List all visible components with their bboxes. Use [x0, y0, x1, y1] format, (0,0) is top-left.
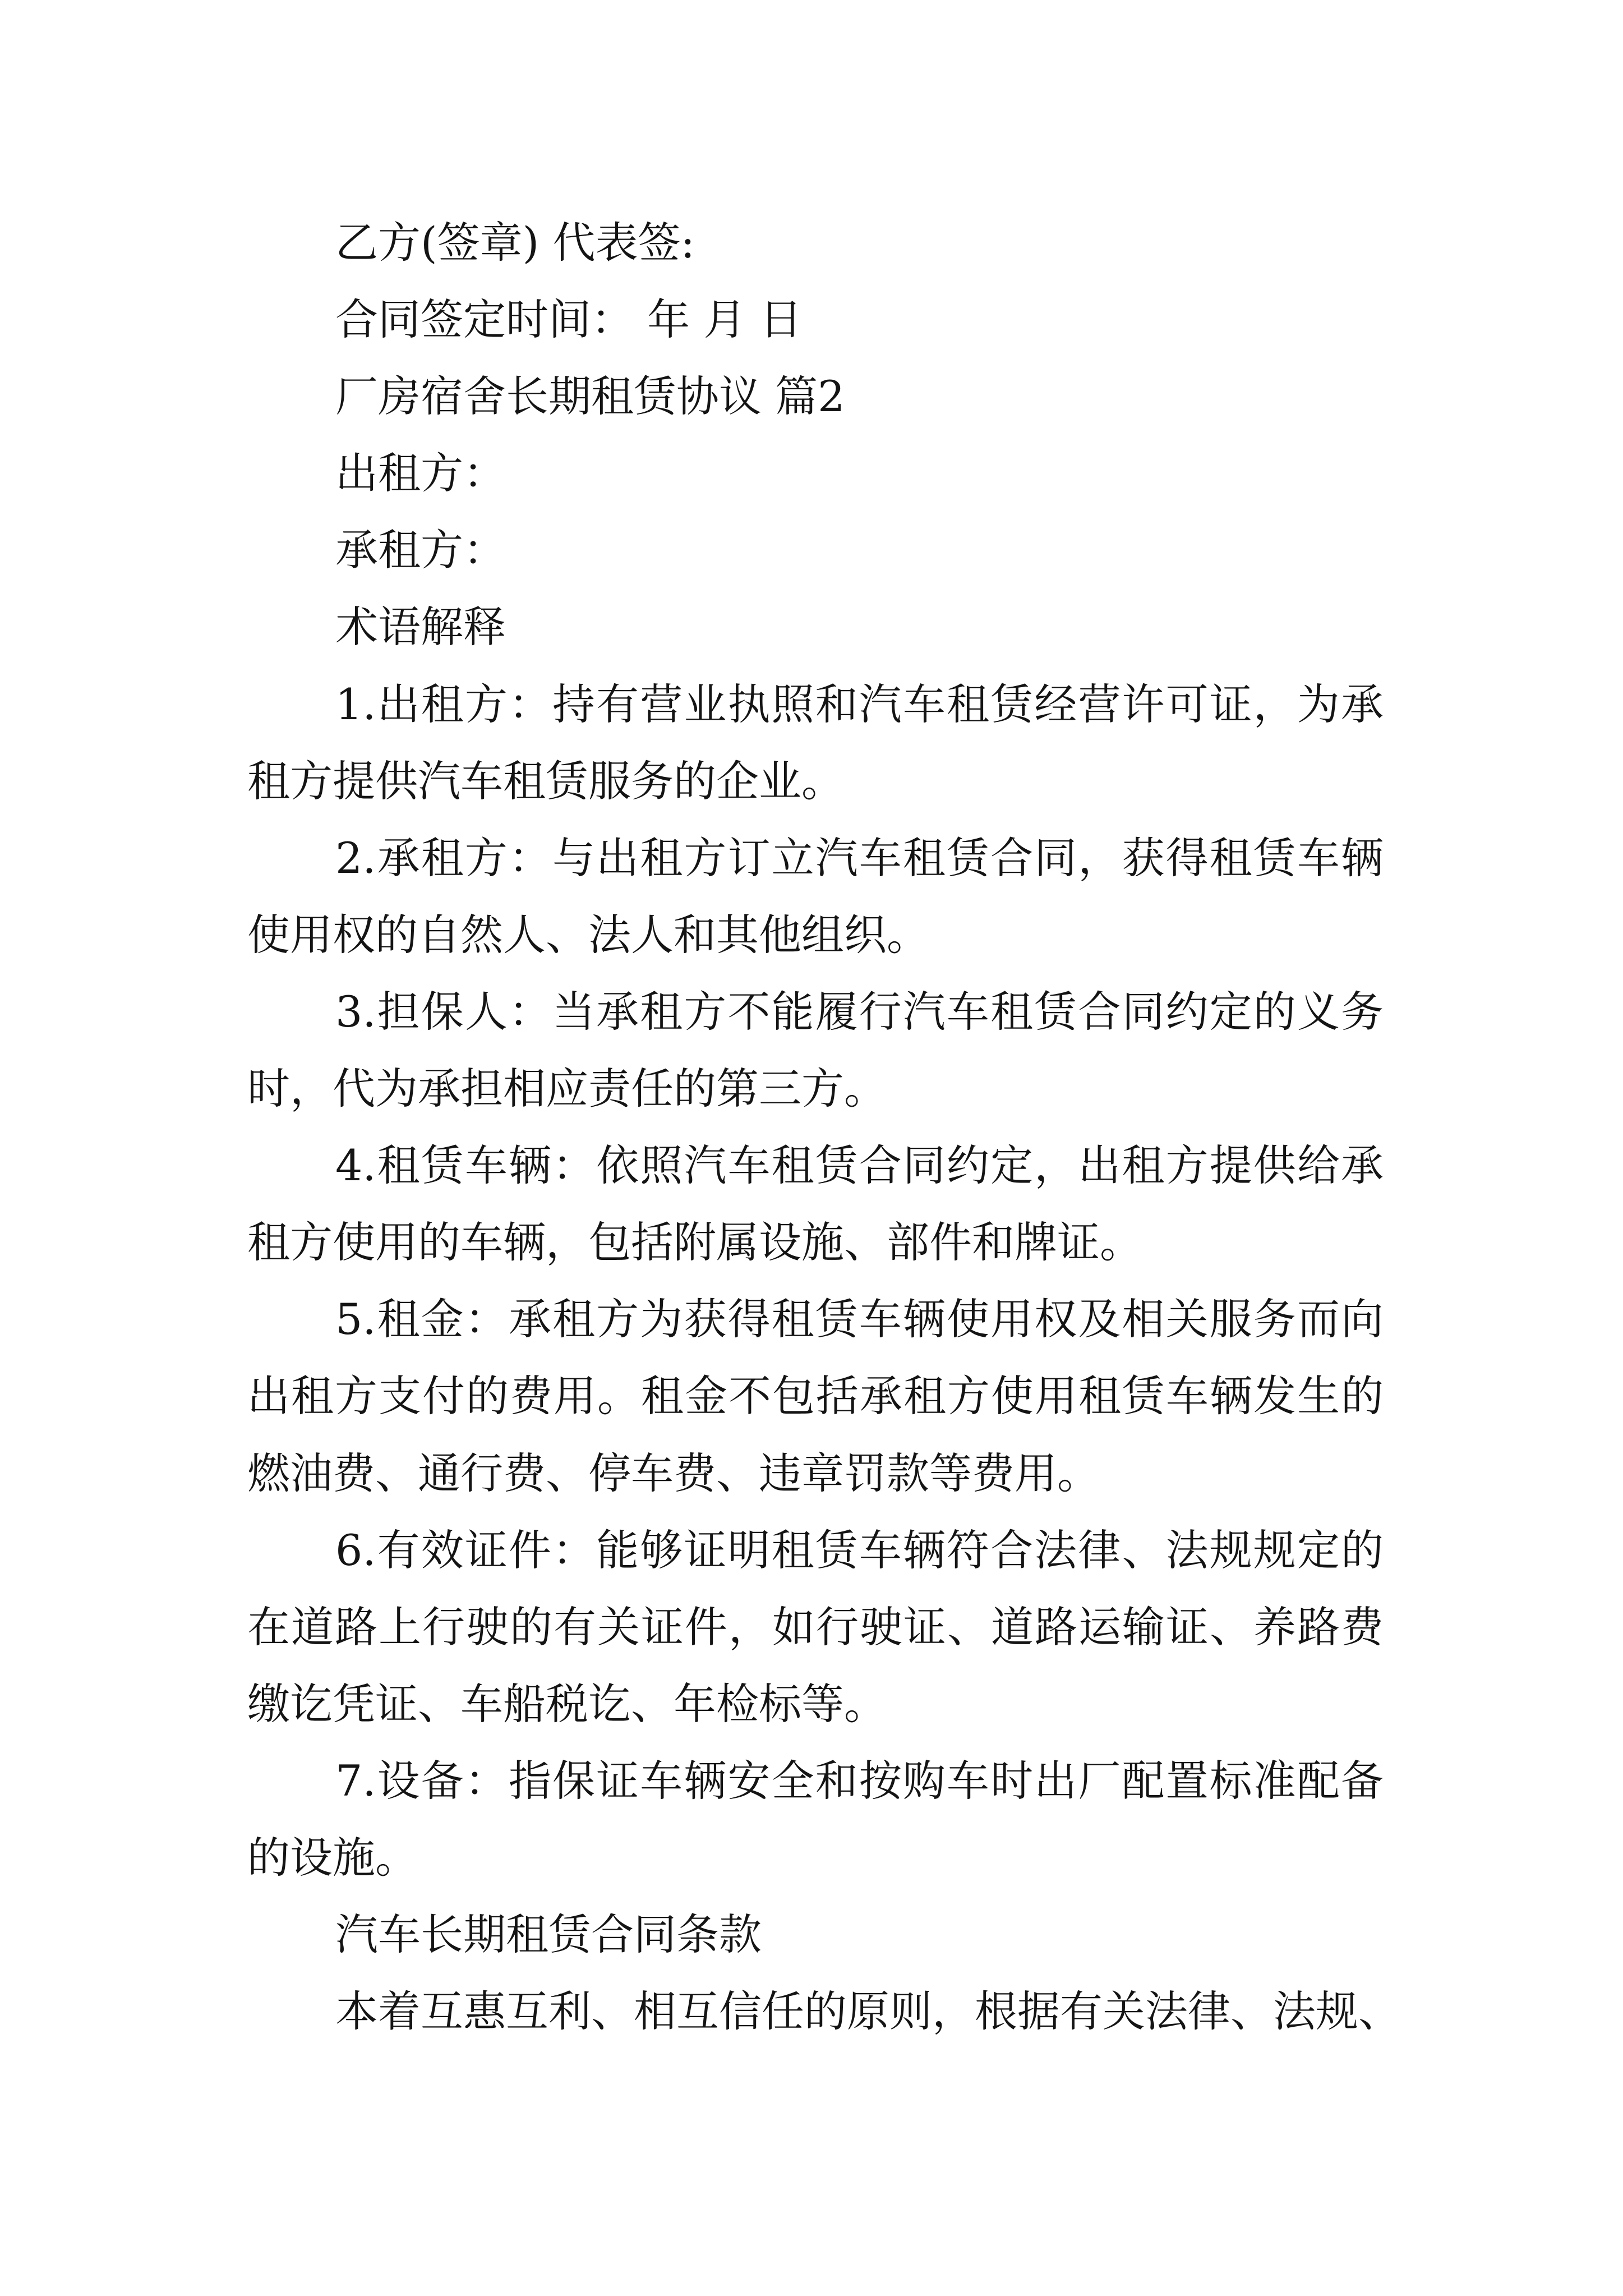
text-line: 1.出租方：持有营业执照和汽车租赁经营许可证，为承: [335, 679, 1384, 729]
paragraph: [247, 1281, 1384, 1511]
paragraph: [247, 1742, 1384, 1896]
text-line: 4.租赁车辆：依照汽车租赁合同约定，出租方提供给承: [335, 1140, 1384, 1191]
text-line: 3.担保人：当承租方不能履行汽车租赁合同约定的义务: [335, 986, 1384, 1037]
signature-line: [247, 204, 1384, 281]
paragraph: [247, 973, 1384, 1127]
text-line: 合同签定时间： 年 月 日: [335, 295, 803, 345]
paragraph: [247, 820, 1384, 973]
text-line: 租方提供汽车租赁服务的企业。: [247, 756, 844, 806]
paragraph: [247, 1127, 1384, 1281]
contract-terms-heading: [247, 1896, 1384, 1973]
paragraph: [247, 1512, 1384, 1742]
text-line: 出租方支付的费用。租金不包括承租方使用租赁车辆发生的: [247, 1371, 1384, 1421]
text-line: 承租方：: [335, 525, 506, 576]
text-line: 出租方：: [335, 448, 506, 499]
text-line: 燃油费、通行费、停车费、违章罚款等费用。: [247, 1448, 1100, 1498]
text-line: 时，代为承担相应责任的第三方。: [247, 1064, 887, 1114]
text-line: 汽车长期租赁合同条款: [335, 1910, 762, 1960]
text-line: 乙方(签章) 代表签:: [335, 218, 695, 268]
paragraph: [247, 666, 1384, 820]
text-line: 使用权的自然人、法人和其他组织。: [247, 909, 929, 960]
text-line: 租方使用的车辆，包括附属设施、部件和牌证。: [247, 1217, 1142, 1268]
lessor-field: [247, 435, 1384, 512]
text-line: 缴讫凭证、车船税讫、年检标等。: [247, 1678, 887, 1729]
text-line: 7.设备：指保证车辆安全和按购车时出厂配置标准配备: [335, 1755, 1384, 1806]
text-line: 厂房宿舍长期租赁协议 篇2: [335, 371, 845, 422]
text-line: 的设施。: [247, 1832, 418, 1883]
signing-date-line: [247, 281, 1384, 358]
text-line: 术语解释: [335, 602, 506, 652]
lessee-field: [247, 512, 1384, 588]
text-line: 在道路上行驶的有关证件，如行驶证、道路运输证、养路费: [247, 1602, 1384, 1652]
text-line: 2.承租方：与出租方订立汽车租赁合同，获得租赁车辆: [335, 832, 1384, 883]
text-line: 5.租金：承租方为获得租赁车辆使用权及相关服务而向: [335, 1294, 1384, 1345]
document-body: [247, 204, 1401, 2050]
text-line: 6.有效证件：能够证明租赁车辆符合法律、法规规定的: [335, 1525, 1384, 1575]
terms-heading: [247, 588, 1384, 665]
text-line: 本着互惠互利、相互信任的原则，根据有关法律、法规、: [335, 1986, 1401, 2037]
paragraph: [247, 1973, 1401, 2050]
section-title: [247, 358, 1384, 435]
